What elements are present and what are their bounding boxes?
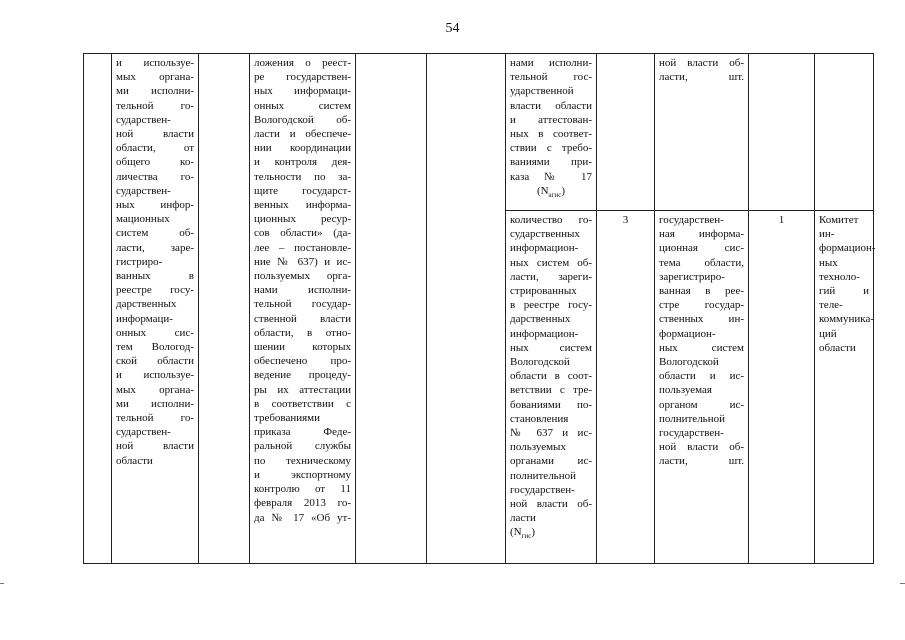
table-cell-empty: [815, 54, 874, 211]
indicator-text: нами исполни- тельной гос- ударственной власти области и аттестован- ных в соответ- ствии с требо- ваниями при- каза № 17: [510, 57, 592, 183]
table-cell-unit: [655, 211, 749, 564]
table-cell-indicator: [506, 54, 597, 211]
table-cell-responsible: [815, 211, 874, 564]
responsible-text: Комитет ин- формацион- ных техноло- гий и теле- коммуника- ций области: [819, 214, 876, 354]
table-cell-indicator: [506, 211, 597, 564]
indicator-symbol: $(N_{гис})$: [510, 526, 536, 541]
unit-text: ной власти об- ласти, шт.: [659, 57, 744, 84]
table-cell-number: [597, 211, 655, 564]
table-cell-value: [749, 211, 815, 564]
table-cell-empty: [199, 54, 250, 564]
indicator-text: количество го- сударственных информацион- ных систем об- ласти, зареги- стрированных в реестре госу- дарственных информацион- ных систем Вологодской области в соот- ветствии с тре- бованиями по- становления № 637 и ис- пользуемых органами ис- полнительной государствен- ной власти об- ласти: [510, 214, 592, 525]
table-cell-empty: [749, 54, 815, 211]
number-value: 3: [622, 214, 629, 226]
table-row: [84, 54, 874, 211]
indicators-table: [83, 53, 874, 564]
table-cell-legal-basis: [250, 54, 356, 564]
indicator-symbol: $(N_{агис})$: [536, 184, 566, 200]
right-margin-mark: [900, 583, 905, 584]
table-cell-empty: [597, 54, 655, 211]
target-value: 1: [778, 214, 785, 226]
table-cell-empty: [84, 54, 112, 564]
table-cell-empty: [356, 54, 427, 564]
indicator-definition-text: и используе- мых органа- ми исполни- тельной го- сударствен- ной власти области, от общего ко- личества го- сударствен- ных инфор- мационных систем об- ласти, заре- гистриро- ванных в реестре госу- дарственных информаци- онных сис- тем Вологод- ской области и используе- мых органа- ми исполни- тельной го- сударствен- ной власти области: [116, 57, 194, 467]
table-cell-indicator-definition: [112, 54, 199, 564]
page-number: 54: [445, 21, 460, 36]
table-cell-unit: [655, 54, 749, 211]
legal-basis-text: ложения о реест- ре государствен- ных информаци- онных систем Вологодской об- ласти и обеспече- нии координации и контроля дея- тельности по за- щите государст- венных информа- ционных ресур- сов области» (да- лее – постановле- ние № 637) и ис- пользуемых орга- нами исполни- тельной государ- ственной власти области, в отно- шении которых обеспечено про- ведение процеду- ры их аттестации в соответствии с требованиями приказа Феде- ральной службы по техническому и экспортному контролю от 11 февраля 2013 го- да № 17 «Об ут-: [254, 57, 351, 524]
unit-text: государствен- ная информа- ционная сис- тема области, зарегистриро- ванная в рее- стре государ- ственных ин- формацион- ных систем Вологодской области и ис- пользуемая органом ис- полнительной государствен- ной власти об- ласти, шт.: [659, 214, 744, 468]
left-margin-mark: [0, 583, 4, 584]
table-cell-empty: [427, 54, 506, 564]
